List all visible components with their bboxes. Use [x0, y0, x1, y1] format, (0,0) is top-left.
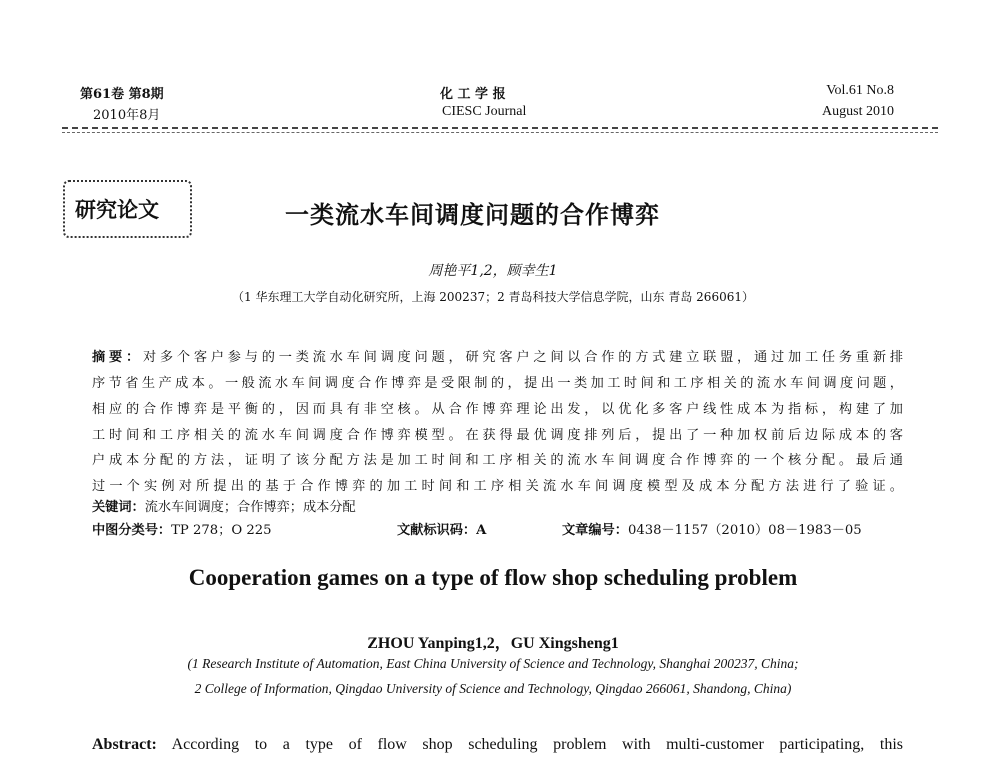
authors-en: ZHOU Yanping1,2，GU Xingsheng1 — [367, 635, 619, 652]
affiliation-en-2: 2 College of Information, Qingdao University of Science and Technology, Qingdao 266061, Shandong, China) — [194, 681, 792, 696]
keywords-cn: 关键词：流水车间调度；合作博弈；成本分配 — [92, 500, 356, 515]
abstract-cn-line: 摘要：对多个客户参与的一类流水车间调度问题，研究客户之间以合作的方式建立联盟，通过加工任务重新排 — [92, 350, 903, 365]
affiliation-cn: （1 华东理工大学自动化研究所，上海 200237；2 青岛科技大学信息学院，山东 青岛 266061） — [232, 290, 754, 304]
badge-label: 研究论文 — [75, 198, 159, 222]
abstract-cn-line: 工时间和工序相关的流水车间调度合作博弈模型。在获得最优调度排列后，提出了一种加权前后边际成本的客 — [92, 428, 903, 443]
journal-name-en: CIESC Journal — [442, 104, 527, 119]
abstract-cn-line: 序节省生产成本。一般流水车间调度合作博弈是受限制的，提出一类加工时间和工序相关的流水车间调度问题， — [92, 376, 903, 391]
header-rule — [62, 132, 938, 133]
abstract-cn-line: 相应的合作博弈是平衡的，因而具有非空核。从合作博弈理论出发，以优化多客户线性成本为指标，构建了加 — [92, 402, 903, 417]
authors-cn: 周艳平1,2，顾幸生1 — [428, 263, 558, 279]
section-badge — [63, 180, 192, 238]
classification: 中图分类号：TP 278；O 225 — [92, 523, 272, 538]
header-rule — [62, 127, 938, 129]
abstract-en: Abstract: According to a type of flow shop scheduling problem with multi-customer participating, this — [92, 736, 904, 753]
article-number: 文章编号：0438－1157（2010）08－1983－05 — [562, 523, 862, 538]
title-cn: 一类流水车间调度问题的合作博弈 — [285, 201, 660, 229]
date-cn: 2010年8月 — [93, 108, 161, 123]
abstract-cn-line: 过一个实例对所提出的基于合作博弈的加工时间和工序相关流水车间调度模型及成本分配方法进行了验证。 — [92, 479, 903, 494]
affiliation-en-1: (1 Research Institute of Automation, East China University of Science and Technology, Shanghai 200237, China; — [187, 656, 799, 671]
title-en: Cooperation games on a type of flow shop scheduling problem — [188, 565, 798, 590]
volume-issue-en: Vol.61 No.8 — [826, 83, 894, 98]
journal-name-cn: 化 工 学 报 — [440, 87, 506, 102]
abstract-cn-label: 摘要： — [92, 350, 143, 365]
date-en: August 2010 — [822, 104, 894, 119]
abstract-cn-line: 户成本分配的方法，证明了该分配方法是加工时间和工序相关的流水车间调度合作博弈的一个核分配。最后通 — [92, 453, 903, 468]
document-code: 文献标识码：A — [397, 523, 487, 538]
volume-issue-cn: 第61卷 第8期 — [80, 87, 164, 102]
